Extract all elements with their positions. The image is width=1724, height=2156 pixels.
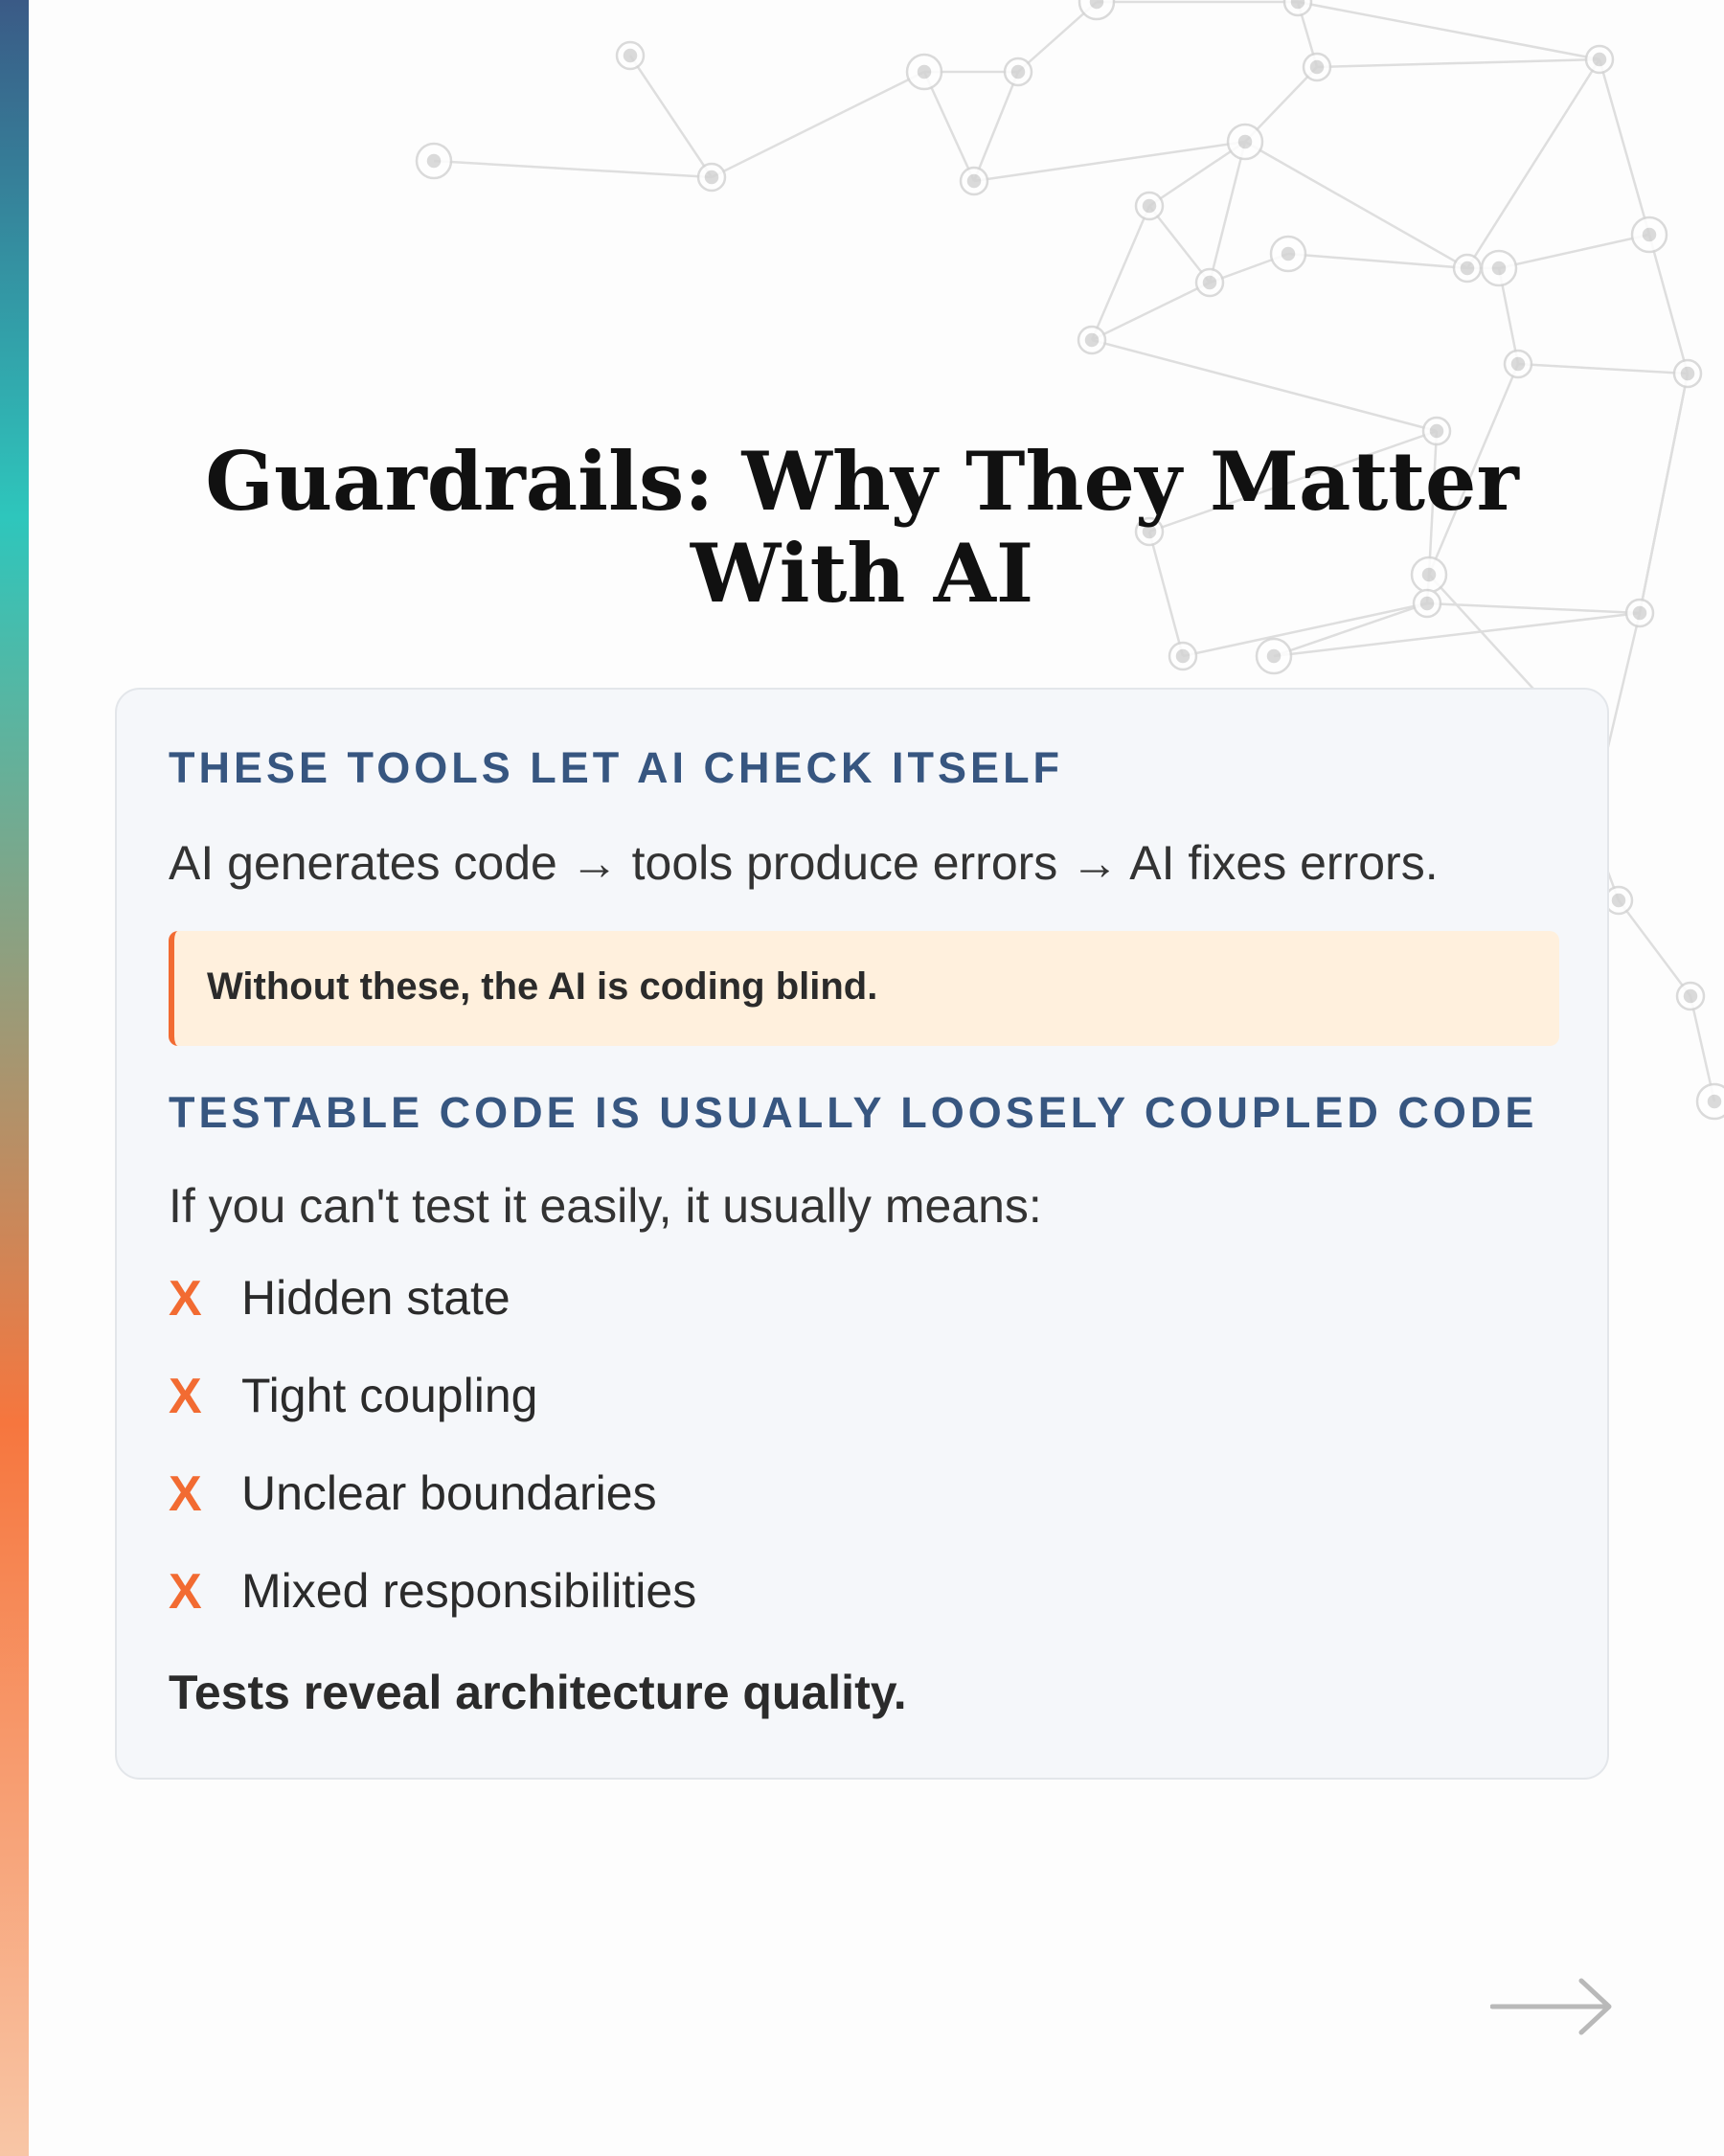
network-edge xyxy=(974,142,1245,181)
network-edge xyxy=(1499,235,1649,268)
x-mark-icon: X xyxy=(169,1564,202,1620)
network-edge xyxy=(1619,900,1690,996)
network-node xyxy=(1136,193,1163,219)
network-node xyxy=(1078,327,1105,353)
network-edge xyxy=(1288,254,1467,268)
accent-gradient-bar xyxy=(0,0,29,2156)
network-edge xyxy=(1298,2,1599,59)
network-node xyxy=(1284,0,1311,15)
network-edge xyxy=(1317,59,1599,67)
list-item-text: Unclear boundaries xyxy=(241,1466,657,1520)
network-edge xyxy=(1467,59,1599,268)
network-node xyxy=(1228,125,1262,159)
network-edge xyxy=(1092,340,1437,431)
network-node xyxy=(698,164,725,191)
network-node xyxy=(1169,643,1196,669)
section-text-intro: If you can't test it easily, it usually means: xyxy=(169,1179,1042,1233)
network-edge xyxy=(630,56,712,177)
network-node xyxy=(1626,600,1653,626)
network-edge xyxy=(712,72,924,177)
x-mark-icon: X xyxy=(169,1271,202,1327)
network-node xyxy=(1605,887,1632,914)
section-heading-ai-check: THESE TOOLS LET AI CHECK ITSELF xyxy=(169,743,1064,792)
content-card xyxy=(115,688,1609,1780)
page-title: Guardrails: Why They Matter With AI xyxy=(205,434,1519,621)
network-edge xyxy=(1092,283,1210,340)
network-edge xyxy=(1649,235,1688,374)
network-node xyxy=(1505,351,1531,377)
section-heading-testable-code: TESTABLE CODE IS USUALLY LOOSELY COUPLED CODE xyxy=(169,1088,1538,1137)
network-node xyxy=(1632,217,1667,252)
network-edge xyxy=(1640,374,1688,613)
network-node xyxy=(907,55,941,89)
network-node xyxy=(961,168,987,194)
network-edge xyxy=(974,72,1018,181)
list-item-text: Tight coupling xyxy=(241,1369,538,1422)
conclusion-text: Tests reveal architecture quality. xyxy=(169,1666,907,1719)
arrow-right-icon[interactable] xyxy=(1490,1973,1615,2040)
network-node xyxy=(1005,58,1032,85)
network-node xyxy=(417,144,451,178)
network-node xyxy=(1454,255,1481,282)
callout-box xyxy=(169,931,1559,1046)
network-edge xyxy=(434,161,712,177)
network-node xyxy=(1697,1084,1724,1119)
x-mark-icon: X xyxy=(169,1369,202,1424)
section-text-ai-loop: AI generates code → tools produce errors → AI fixes errors. xyxy=(169,836,1439,890)
x-mark-icon: X xyxy=(169,1466,202,1522)
network-node xyxy=(1674,360,1701,387)
network-edge xyxy=(1149,206,1210,283)
list-item-text: Mixed responsibilities xyxy=(241,1564,697,1618)
list-item-text: Hidden state xyxy=(241,1271,510,1325)
network-node xyxy=(1079,0,1114,19)
network-node xyxy=(1196,269,1223,296)
network-node xyxy=(1304,54,1330,80)
network-node xyxy=(1677,983,1704,1010)
network-node xyxy=(1271,237,1305,271)
network-node xyxy=(1257,639,1291,673)
network-edge xyxy=(1518,364,1688,374)
network-node xyxy=(617,42,644,69)
network-edge xyxy=(1092,206,1149,340)
network-node xyxy=(1482,251,1516,285)
callout-text: Without these, the AI is coding blind. xyxy=(207,965,878,1008)
network-edge xyxy=(1599,59,1649,235)
network-node xyxy=(1586,46,1613,73)
